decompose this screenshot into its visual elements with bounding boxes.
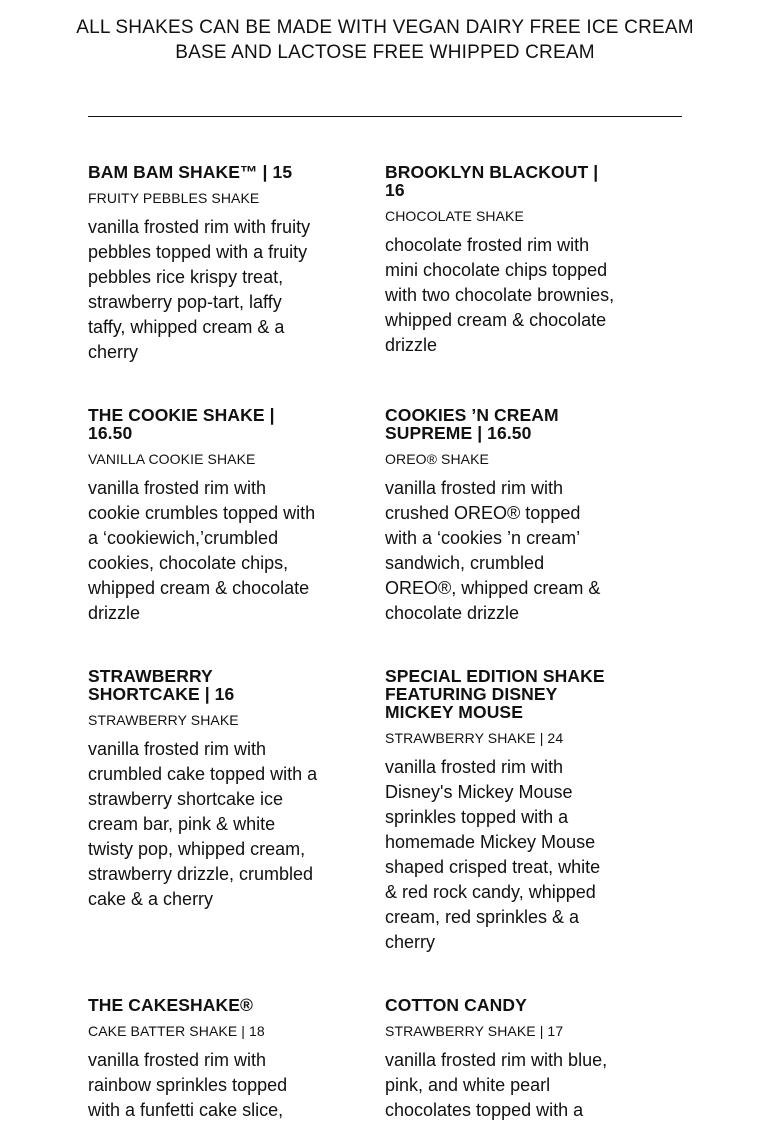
menu-item-title: STRAWBERRY SHORTCAKE | 16: [88, 666, 235, 704]
menu-item-cakeshake: [88, 996, 320, 1123]
menu-item-subtitle: STRAWBERRY SHAKE: [88, 712, 239, 728]
menu-item-description: vanilla frosted rim with blue, pink, and white pearl chocolates topped with a: [385, 1050, 608, 1120]
menu-item-title: BROOKLYN BLACKOUT | 16: [385, 162, 599, 200]
menu-item-description: vanilla frosted rim with crumbled cake topped with a strawberry shortcake ice cream bar, pink & white twisty pop, whipped cream, strawberry drizzle, crumbled cake & a cherry: [88, 739, 318, 909]
menu-item-title: THE COOKIE SHAKE | 16.50: [88, 405, 275, 443]
menu-item-brooklyn-blackout: [385, 163, 617, 358]
menu-item-cookie-shake: [88, 406, 320, 626]
menu-item-bam-bam-shake: [88, 163, 320, 365]
menu-item-subtitle: CHOCOLATE SHAKE: [385, 208, 524, 224]
menu-item-description: vanilla frosted rim with Disney's Mickey Mouse sprinkles topped with a homemade Mickey Mouse shaped crisped treat, white & red rock candy, whipped cream, red sprinkles & a cherry: [385, 757, 601, 952]
menu-item-strawberry-shortcake: [88, 667, 320, 912]
section-divider: [88, 116, 682, 117]
menu-item-subtitle: CAKE BATTER SHAKE | 18: [88, 1023, 265, 1039]
menu-item-special-edition-mickey: [385, 667, 617, 955]
menu-item-title: COTTON CANDY: [385, 995, 527, 1015]
menu-item-title: COOKIES ’N CREAM SUPREME | 16.50: [385, 405, 559, 443]
menu-item-subtitle: VANILLA COOKIE SHAKE: [88, 451, 256, 467]
menu-item-title: BAM BAM SHAKE™ | 15: [88, 162, 293, 182]
menu-item-description: vanilla frosted rim with rainbow sprinkles topped with a funfetti cake slice,: [88, 1050, 288, 1120]
menu-item-description: chocolate frosted rim with mini chocolate chips topped with two chocolate brownies, whipped cream & chocolate drizzle: [385, 235, 615, 355]
menu-item-subtitle: STRAWBERRY SHAKE | 17: [385, 1023, 564, 1039]
vegan-notice: [60, 15, 710, 65]
menu-item-title: SPECIAL EDITION SHAKE FEATURING DISNEY MICKEY MOUSE: [385, 666, 605, 722]
vegan-notice-line-1: ALL SHAKES CAN BE MADE WITH VEGAN DAIRY FREE ICE CREAM: [76, 17, 694, 38]
menu-item-subtitle: STRAWBERRY SHAKE | 24: [385, 730, 564, 746]
menu-item-subtitle: FRUITY PEBBLES SHAKE: [88, 190, 260, 206]
menu-item-cotton-candy: [385, 996, 617, 1123]
menu-item-subtitle: OREO® SHAKE: [385, 451, 489, 467]
menu-item-description: vanilla frosted rim with crushed OREO® topped with a ‘cookies ’n cream’ sandwich, crumbled OREO®, whipped cream & chocolate drizzle: [385, 478, 601, 623]
vegan-notice-line-2: BASE AND LACTOSE FREE WHIPPED CREAM: [175, 42, 595, 63]
menu-item-cookies-n-cream-supreme: [385, 406, 617, 626]
menu-item-title: THE CAKESHAKE®: [88, 995, 254, 1015]
menu-item-description: vanilla frosted rim with fruity pebbles topped with a fruity pebbles rice krispy treat, strawberry pop-tart, laffy taffy, whipped cream & a cherry: [88, 217, 311, 362]
menu-item-description: vanilla frosted rim with cookie crumbles topped with a ‘cookiewich,’crumbled cookies, chocolate chips, whipped cream & chocolate drizzle: [88, 478, 316, 623]
